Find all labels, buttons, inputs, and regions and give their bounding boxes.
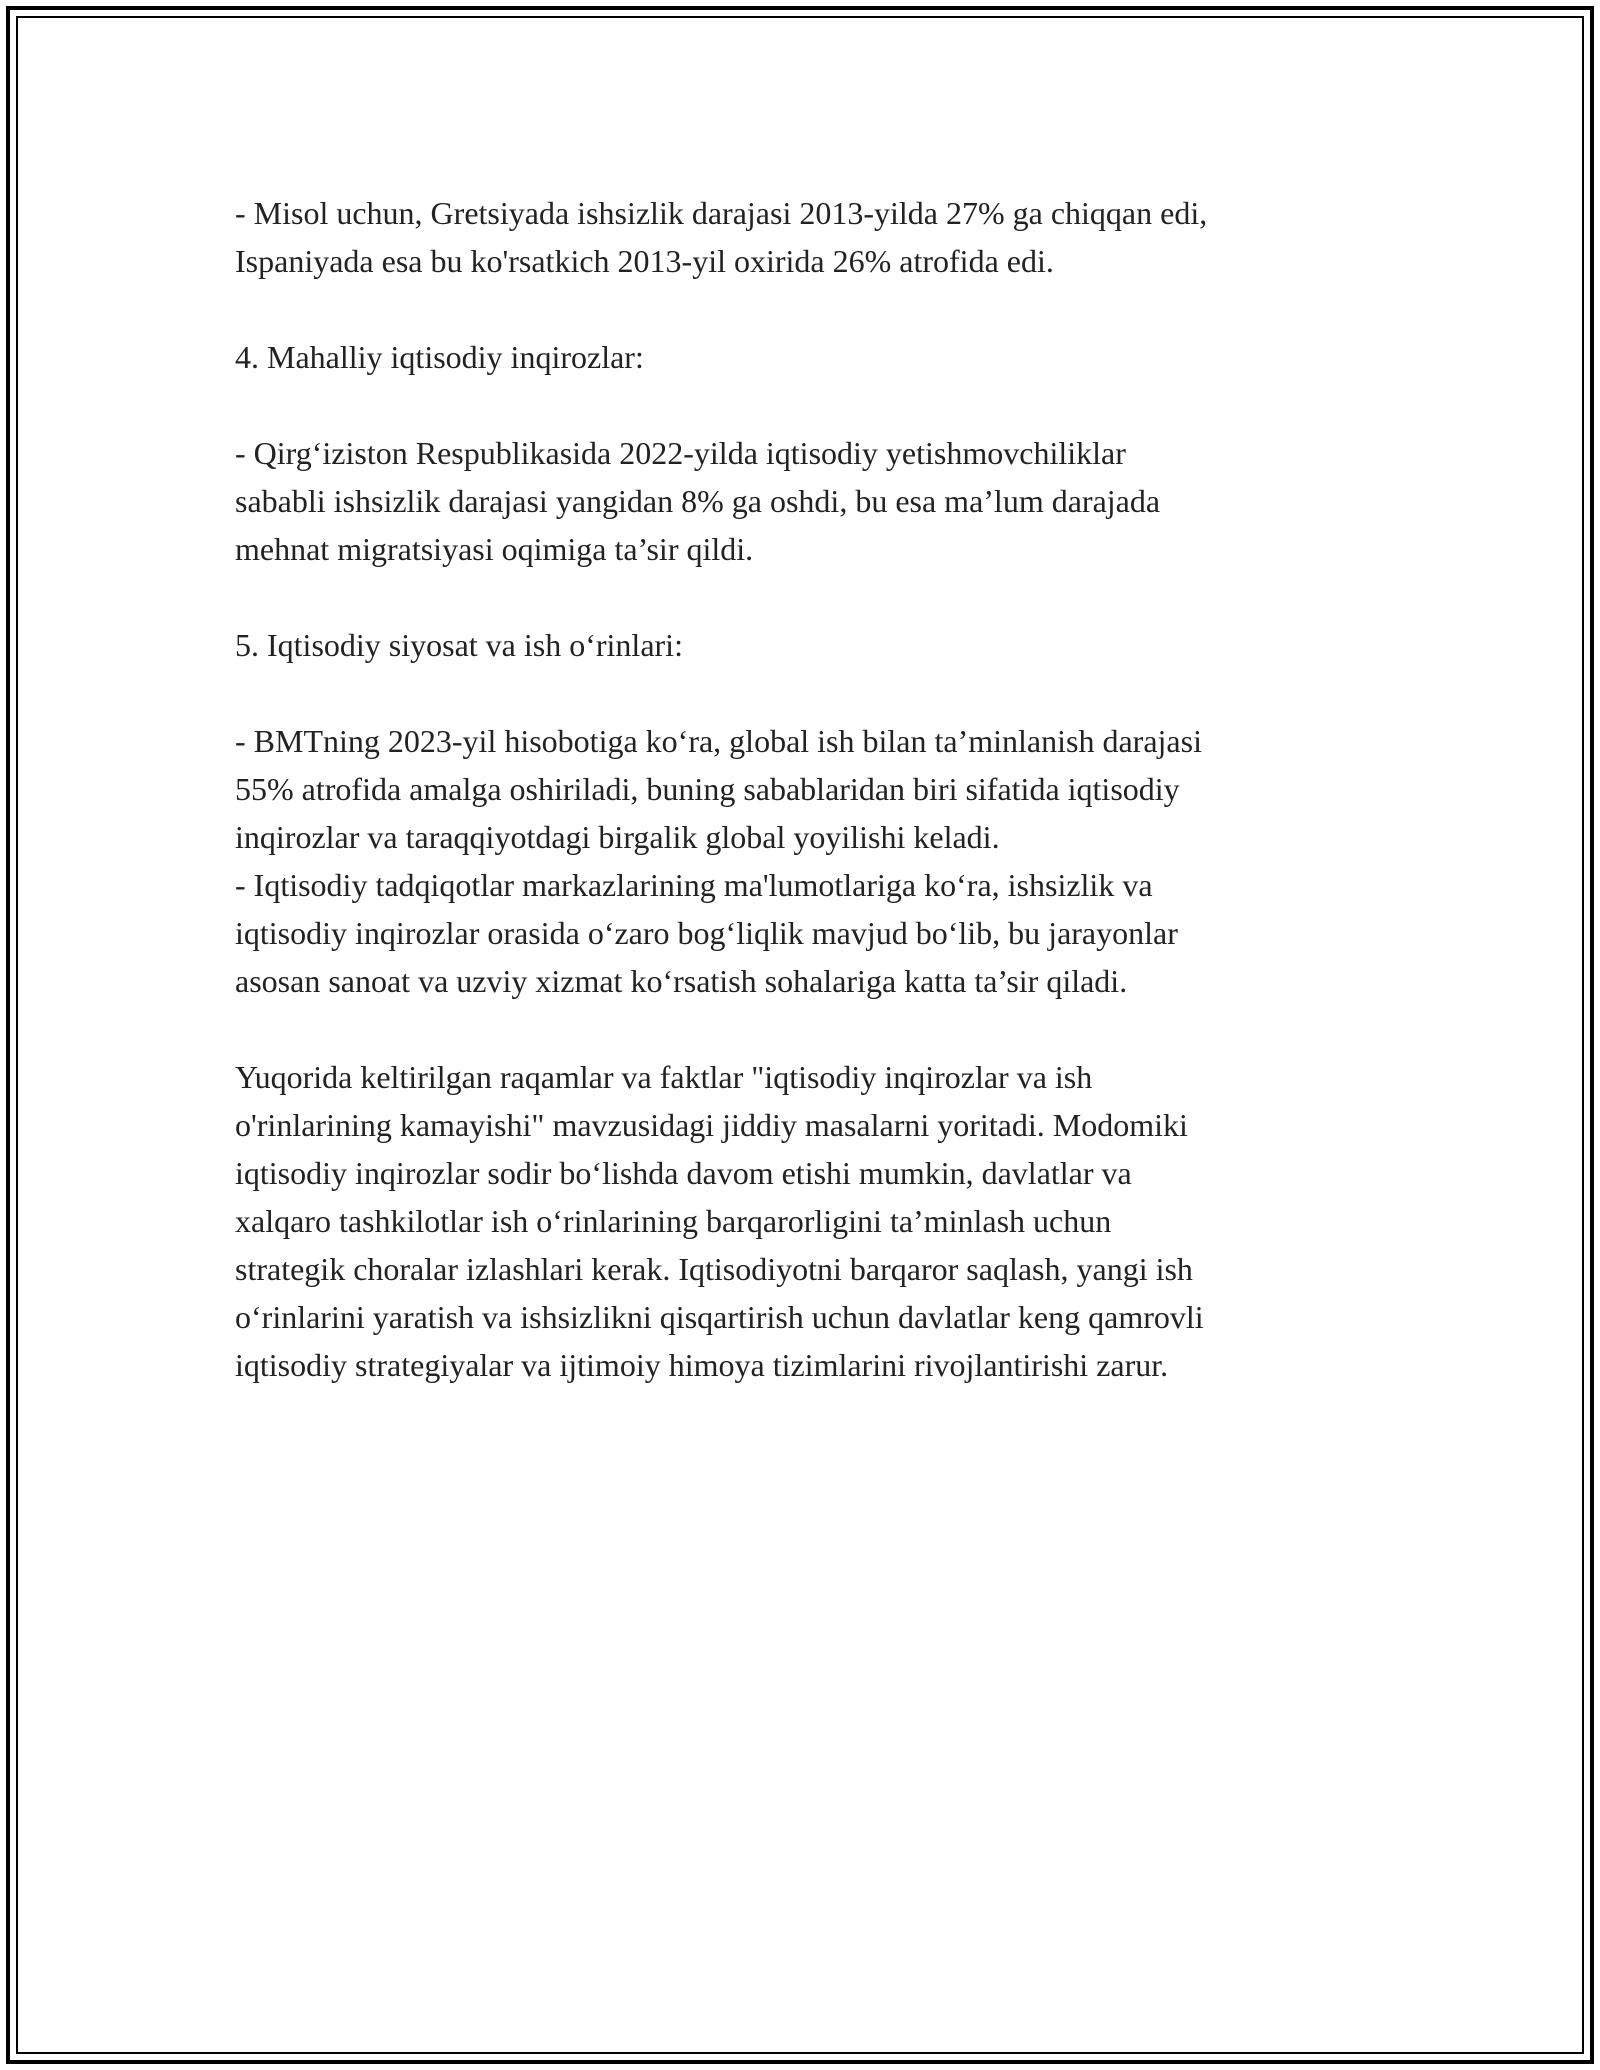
text-line: inqirozlar va taraqqiyotdagi birgalik global yoyilishi keladi. <box>235 819 1000 855</box>
text-line: strategik choralar izlashlari kerak. Iqtisodiyotni barqaror saqlash, yangi ish <box>235 1251 1193 1287</box>
text-line: iqtisodiy inqirozlar orasida o‘zaro bog‘liqlik mavjud bo‘lib, bu jarayonlar <box>235 915 1178 951</box>
heading-economic-policy <box>235 621 1375 669</box>
heading-local-crises <box>235 333 1375 381</box>
paragraph-conclusion <box>235 1053 1375 1389</box>
paragraph-greece-spain-example <box>235 189 1375 285</box>
text-line: - Qirg‘iziston Respublikasida 2022-yilda iqtisodiy yetishmovchiliklar <box>235 435 1126 471</box>
text-line: asosan sanoat va uzviy xizmat ko‘rsatish sohalariga katta ta’sir qiladi. <box>235 963 1128 999</box>
text-line: iqtisodiy inqirozlar sodir bo‘lishda davom etishi mumkin, davlatlar va <box>235 1155 1132 1191</box>
text-line: - Misol uchun, Gretsiyada ishsizlik darajasi 2013-yilda 27% ga chiqqan edi, <box>235 195 1208 231</box>
text-line: 55% atrofida amalga oshiriladi, buning sabablaridan biri sifatida iqtisodiy <box>235 771 1180 807</box>
paragraph-research-centers <box>235 861 1375 1005</box>
text-line: sababli ishsizlik darajasi yangidan 8% ga oshdi, bu esa ma’lum darajada <box>235 483 1161 519</box>
text-line: 4. Mahalliy iqtisodiy inqirozlar: <box>235 339 644 375</box>
text-line: - BMTning 2023-yil hisobotiga ko‘ra, global ish bilan ta’minlanish darajasi <box>235 723 1202 759</box>
document-body <box>235 189 1375 1437</box>
paragraph-un-report <box>235 717 1375 861</box>
text-line: iqtisodiy strategiyalar va ijtimoiy himoya tizimlarini rivojlantirishi zarur. <box>235 1347 1169 1383</box>
paragraph-kyrgyzstan-example <box>235 429 1375 573</box>
text-line: o‘rinlarini yaratish va ishsizlikni qisqartirish uchun davlatlar keng qamrovli <box>235 1299 1204 1335</box>
text-line: Yuqorida keltirilgan raqamlar va faktlar "iqtisodiy inqirozlar va ish <box>235 1059 1093 1095</box>
text-line: mehnat migratsiyasi oqimiga ta’sir qildi. <box>235 531 754 567</box>
text-line: - Iqtisodiy tadqiqotlar markazlarining ma'lumotlariga ko‘ra, ishsizlik va <box>235 867 1153 903</box>
text-line: xalqaro tashkilotlar ish o‘rinlarining barqarorligini ta’minlash uchun <box>235 1203 1112 1239</box>
text-line: o'rinlarining kamayishi" mavzusidagi jiddiy masalarni yoritadi. Modomiki <box>235 1107 1188 1143</box>
text-line: 5. Iqtisodiy siyosat va ish o‘rinlari: <box>235 627 683 663</box>
text-line: Ispaniyada esa bu ko'rsatkich 2013-yil oxirida 26% atrofida edi. <box>235 243 1054 279</box>
